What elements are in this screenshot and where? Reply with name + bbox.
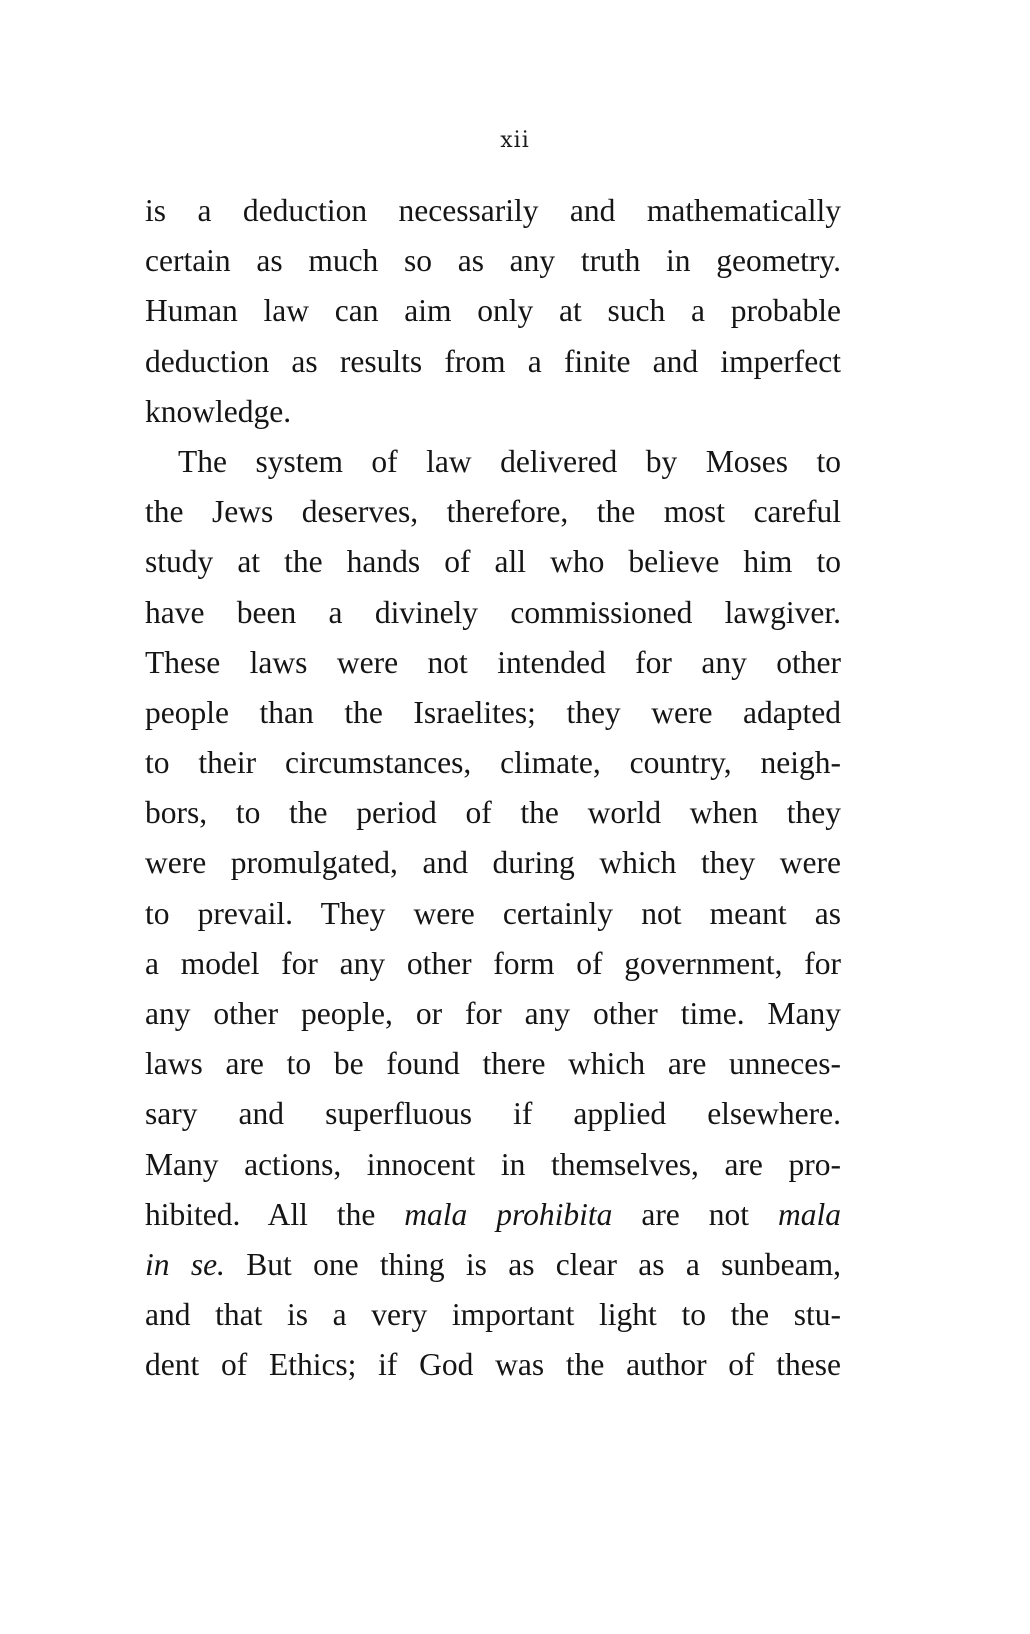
text-segment: to their circumstances, climate, country, neigh- [145, 745, 841, 781]
text-segment: have been a divinely commissioned lawgiver. [145, 594, 841, 630]
text-segment: deduction as results from a finite and imperfect [145, 343, 841, 379]
text-segment: laws are to be found there which are unneces- [145, 1046, 841, 1082]
text-segment: were promulgated, and during which they were [145, 845, 841, 881]
text-segment: The system of law delivered by Moses to [178, 443, 841, 479]
text-line [145, 286, 841, 336]
text-line [145, 638, 841, 688]
text-segment: But one thing is as clear as a sunbeam, [224, 1246, 841, 1282]
text-line [145, 1190, 841, 1240]
page-number: xii [500, 128, 530, 153]
text-line [145, 1290, 841, 1340]
text-line [145, 337, 841, 387]
text-segment: These laws were not intended for any other [145, 644, 841, 680]
text-segment: a model for any other form of government, for [145, 945, 841, 981]
text-line [145, 1340, 841, 1390]
text-line [145, 738, 841, 788]
text-line [145, 939, 841, 989]
text-segment: and that is a very important light to the stu- [145, 1297, 841, 1333]
text-line [145, 989, 841, 1039]
text-segment: are not [612, 1196, 778, 1232]
text-segment: certain as much so as any truth in geometry. [145, 243, 841, 279]
text-line [145, 1089, 841, 1139]
text-segment: Human law can aim only at such a probable [145, 293, 841, 329]
text-segment: is a deduction necessarily and mathematically [145, 193, 841, 228]
text-line [145, 437, 841, 487]
text-segment: Many actions, innocent in themselves, are pro- [145, 1146, 841, 1182]
text-line [145, 889, 841, 939]
text-segment: to prevail. They were certainly not meant as [145, 895, 841, 931]
italic-phrase: mala prohibita [404, 1196, 613, 1232]
text-segment: any other people, or for any other time. Many [145, 996, 841, 1031]
text-line [145, 838, 841, 888]
text-line [145, 1240, 841, 1290]
text-segment: study at the hands of all who believe him to [145, 544, 841, 580]
body-text [145, 186, 841, 1391]
text-line [145, 688, 841, 738]
text-segment: people than the Israelites; they were adapted [145, 694, 841, 730]
text-line [145, 537, 841, 587]
text-line [145, 487, 841, 537]
italic-phrase: mala [777, 1196, 841, 1232]
text-line [145, 1140, 841, 1190]
text-line [145, 387, 841, 437]
text-line [145, 788, 841, 838]
text-segment: sary and superfluous if applied elsewhere. [145, 1096, 841, 1132]
text-segment: bors, to the period of the world when they [145, 795, 841, 831]
text-segment: hibited. All the [145, 1196, 405, 1232]
italic-phrase: in se. [145, 1246, 225, 1282]
text-line [145, 186, 841, 236]
text-line [145, 1039, 841, 1089]
text-line [145, 588, 841, 638]
text-segment: knowledge. [145, 393, 292, 429]
text-segment: the Jews deserves, therefore, the most careful [145, 494, 841, 530]
text-segment: dent of Ethics; if God was the author of these [145, 1347, 841, 1383]
text-line [145, 236, 841, 286]
